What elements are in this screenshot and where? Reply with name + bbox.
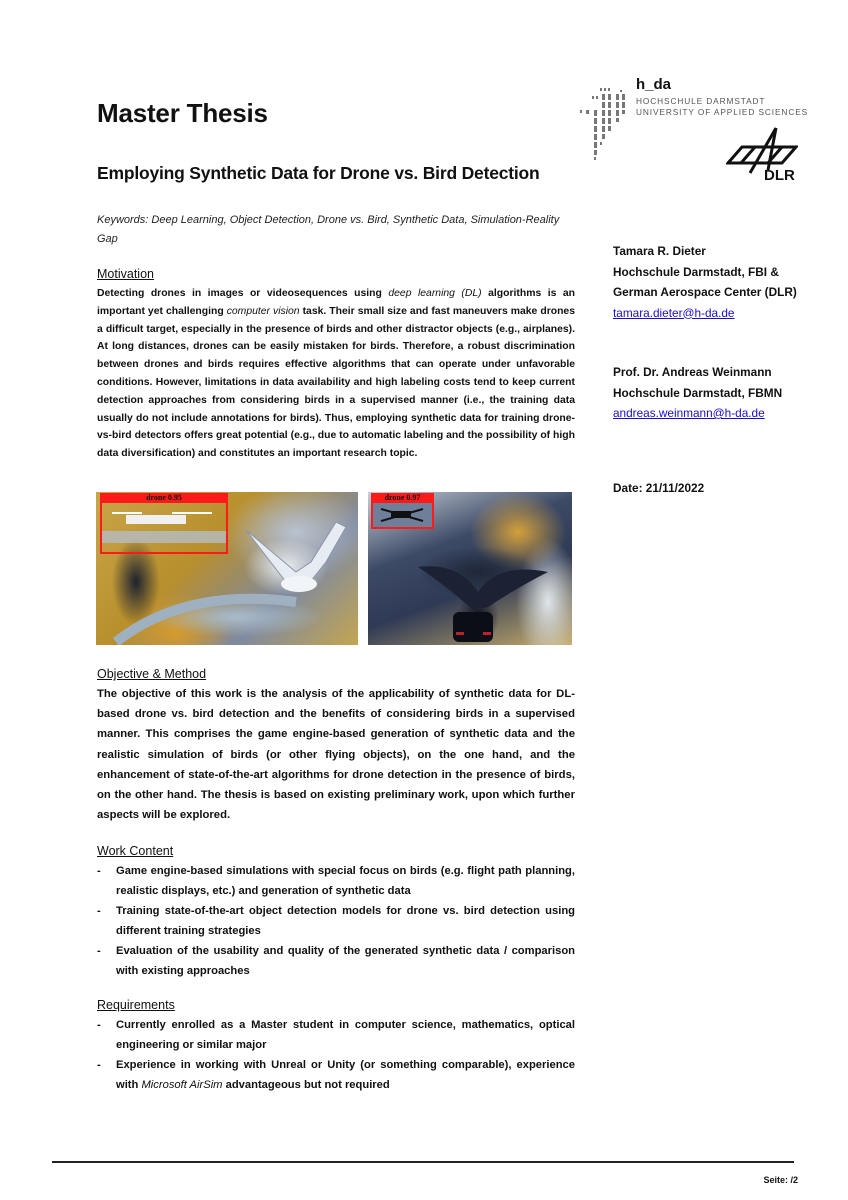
figure-drone-seagull (96, 492, 358, 645)
motivation-heading: Motivation (97, 267, 154, 281)
bounding-box-drone (100, 493, 228, 554)
motivation-term-deep-learning: deep learning (DL) (388, 288, 482, 299)
student-affiliation-1: Hochschule Darmstadt, FBI & (613, 264, 779, 279)
motivation-text (97, 285, 575, 463)
work-content-heading: Work Content (97, 844, 174, 858)
work-content-list (97, 861, 575, 981)
hda-logo-line-1: HOCHSCHULE DARMSTADT (636, 96, 766, 106)
list-item (97, 941, 575, 981)
supervisor-email-link[interactable]: andreas.weinmann@h-da.de (613, 406, 765, 420)
document-subtitle: Employing Synthetic Data for Drone vs. Bird Detection (97, 163, 540, 183)
footer-divider (52, 1161, 794, 1163)
dlr-logo-wordmark: DLR (764, 167, 795, 184)
keywords: Keywords: Deep Learning, Object Detection, Drone vs. Bird, Synthetic Data, Simulation-Reality Gap (97, 214, 560, 245)
figure-drone-crow (368, 492, 572, 645)
list-item (97, 1055, 575, 1095)
student-contact (613, 241, 797, 323)
list-item-text: Training state-of-the-art object detection models for drone vs. bird detection using different training strategies (116, 905, 575, 937)
list-item-text: advantageous but not required (222, 1079, 390, 1091)
list-item-text: Evaluation of the usability and quality of the generated synthetic data / comparison with existing approaches (116, 945, 575, 977)
bounding-box-drone (371, 493, 434, 529)
objective-text: The objective of this work is the analysis of the applicability of synthetic data for DL-based drone vs. bird detection and the benefits of considering birds in a supervised manner. This comprises the game engine-based generation of synthetic data and the realistic simulation of birds (or other flying objects), on the one hand, and the enhancement of state-of-the-art algorithms for drone detection in the presence of birds, on the other hand. The thesis is based on existing preliminary work, upon which further aspects will be explored. (97, 688, 575, 822)
bullet-dash: - (97, 1059, 101, 1071)
bounding-box-label: drone 0.97 (371, 493, 434, 503)
bounding-box-label: drone 0.95 (100, 493, 228, 503)
bullet-dash: - (97, 1019, 101, 1031)
date: Date: 21/11/2022 (613, 481, 705, 495)
bullet-dash: - (97, 945, 101, 957)
supervisor-affiliation: Hochschule Darmstadt, FBMN (613, 385, 783, 400)
list-item (97, 901, 575, 941)
drone-icon (373, 503, 432, 527)
list-item-text: Experience in working with Unreal or Unity (or something comparable), experience with (116, 1059, 575, 1091)
hda-logo-line-2: UNIVERSITY OF APPLIED SCIENCES (636, 107, 809, 117)
student-name: Tamara R. Dieter (613, 244, 706, 258)
drone-icon (102, 503, 226, 552)
motivation-term-computer-vision: computer vision (226, 305, 300, 317)
requirements-heading: Requirements (97, 998, 175, 1012)
list-item-text: Game engine-based simulations with special focus on birds (e.g. flight path planning, realistic displays, etc.) and generation of synthetic data (116, 865, 575, 897)
supervisor-name: Prof. Dr. Andreas Weinmann (613, 365, 772, 379)
requirements-list (97, 1015, 575, 1095)
objective-heading: Objective & Method (97, 667, 207, 681)
bullet-dash: - (97, 905, 101, 917)
supervisor-contact (613, 362, 782, 424)
document-title: Master Thesis (97, 98, 268, 128)
bullet-dash: - (97, 865, 101, 877)
hda-dot-pattern-icon (578, 86, 636, 164)
list-item (97, 861, 575, 901)
motivation-text-part: algorithms is an important yet challenging (97, 288, 575, 317)
list-item (97, 1015, 575, 1055)
student-affiliation-2: German Aerospace Center (DLR) (613, 285, 797, 299)
hda-logo-wordmark: h_da (636, 76, 672, 93)
page-number: Seite: /2 (763, 1175, 798, 1185)
motivation-text-part: task. Their small size and fast maneuvers make drones a difficult target, especially in the presence of birds and other distractor objects (e.g., airplanes). At long distances, drones can be easily mistaken for birds. Therefore, a robust discrimination between drones and birds requires effective algorithms that can operate under unfavorable conditions. However, limitations in data availability and high labeling costs tend to keep current detection approaches from considering birds in a supervised manner (i.e., the training data usually do not include annotations for birds). Thus, employing synthetic data for training drone-vs-bird detectors offers great potential (e.g., due to automatic labeling and the possibility of high data diversification) and constitutes an important research topic. (97, 305, 575, 460)
motivation-text-part: Detecting drones in images or videosequences using (97, 288, 389, 299)
list-item-text: Currently enrolled as a Master student in computer science, mathematics, optical engineering or similar major (116, 1019, 575, 1051)
student-email-link[interactable]: tamara.dieter@h-da.de (613, 305, 735, 320)
list-item-term-airsim: Microsoft AirSim (141, 1079, 223, 1091)
